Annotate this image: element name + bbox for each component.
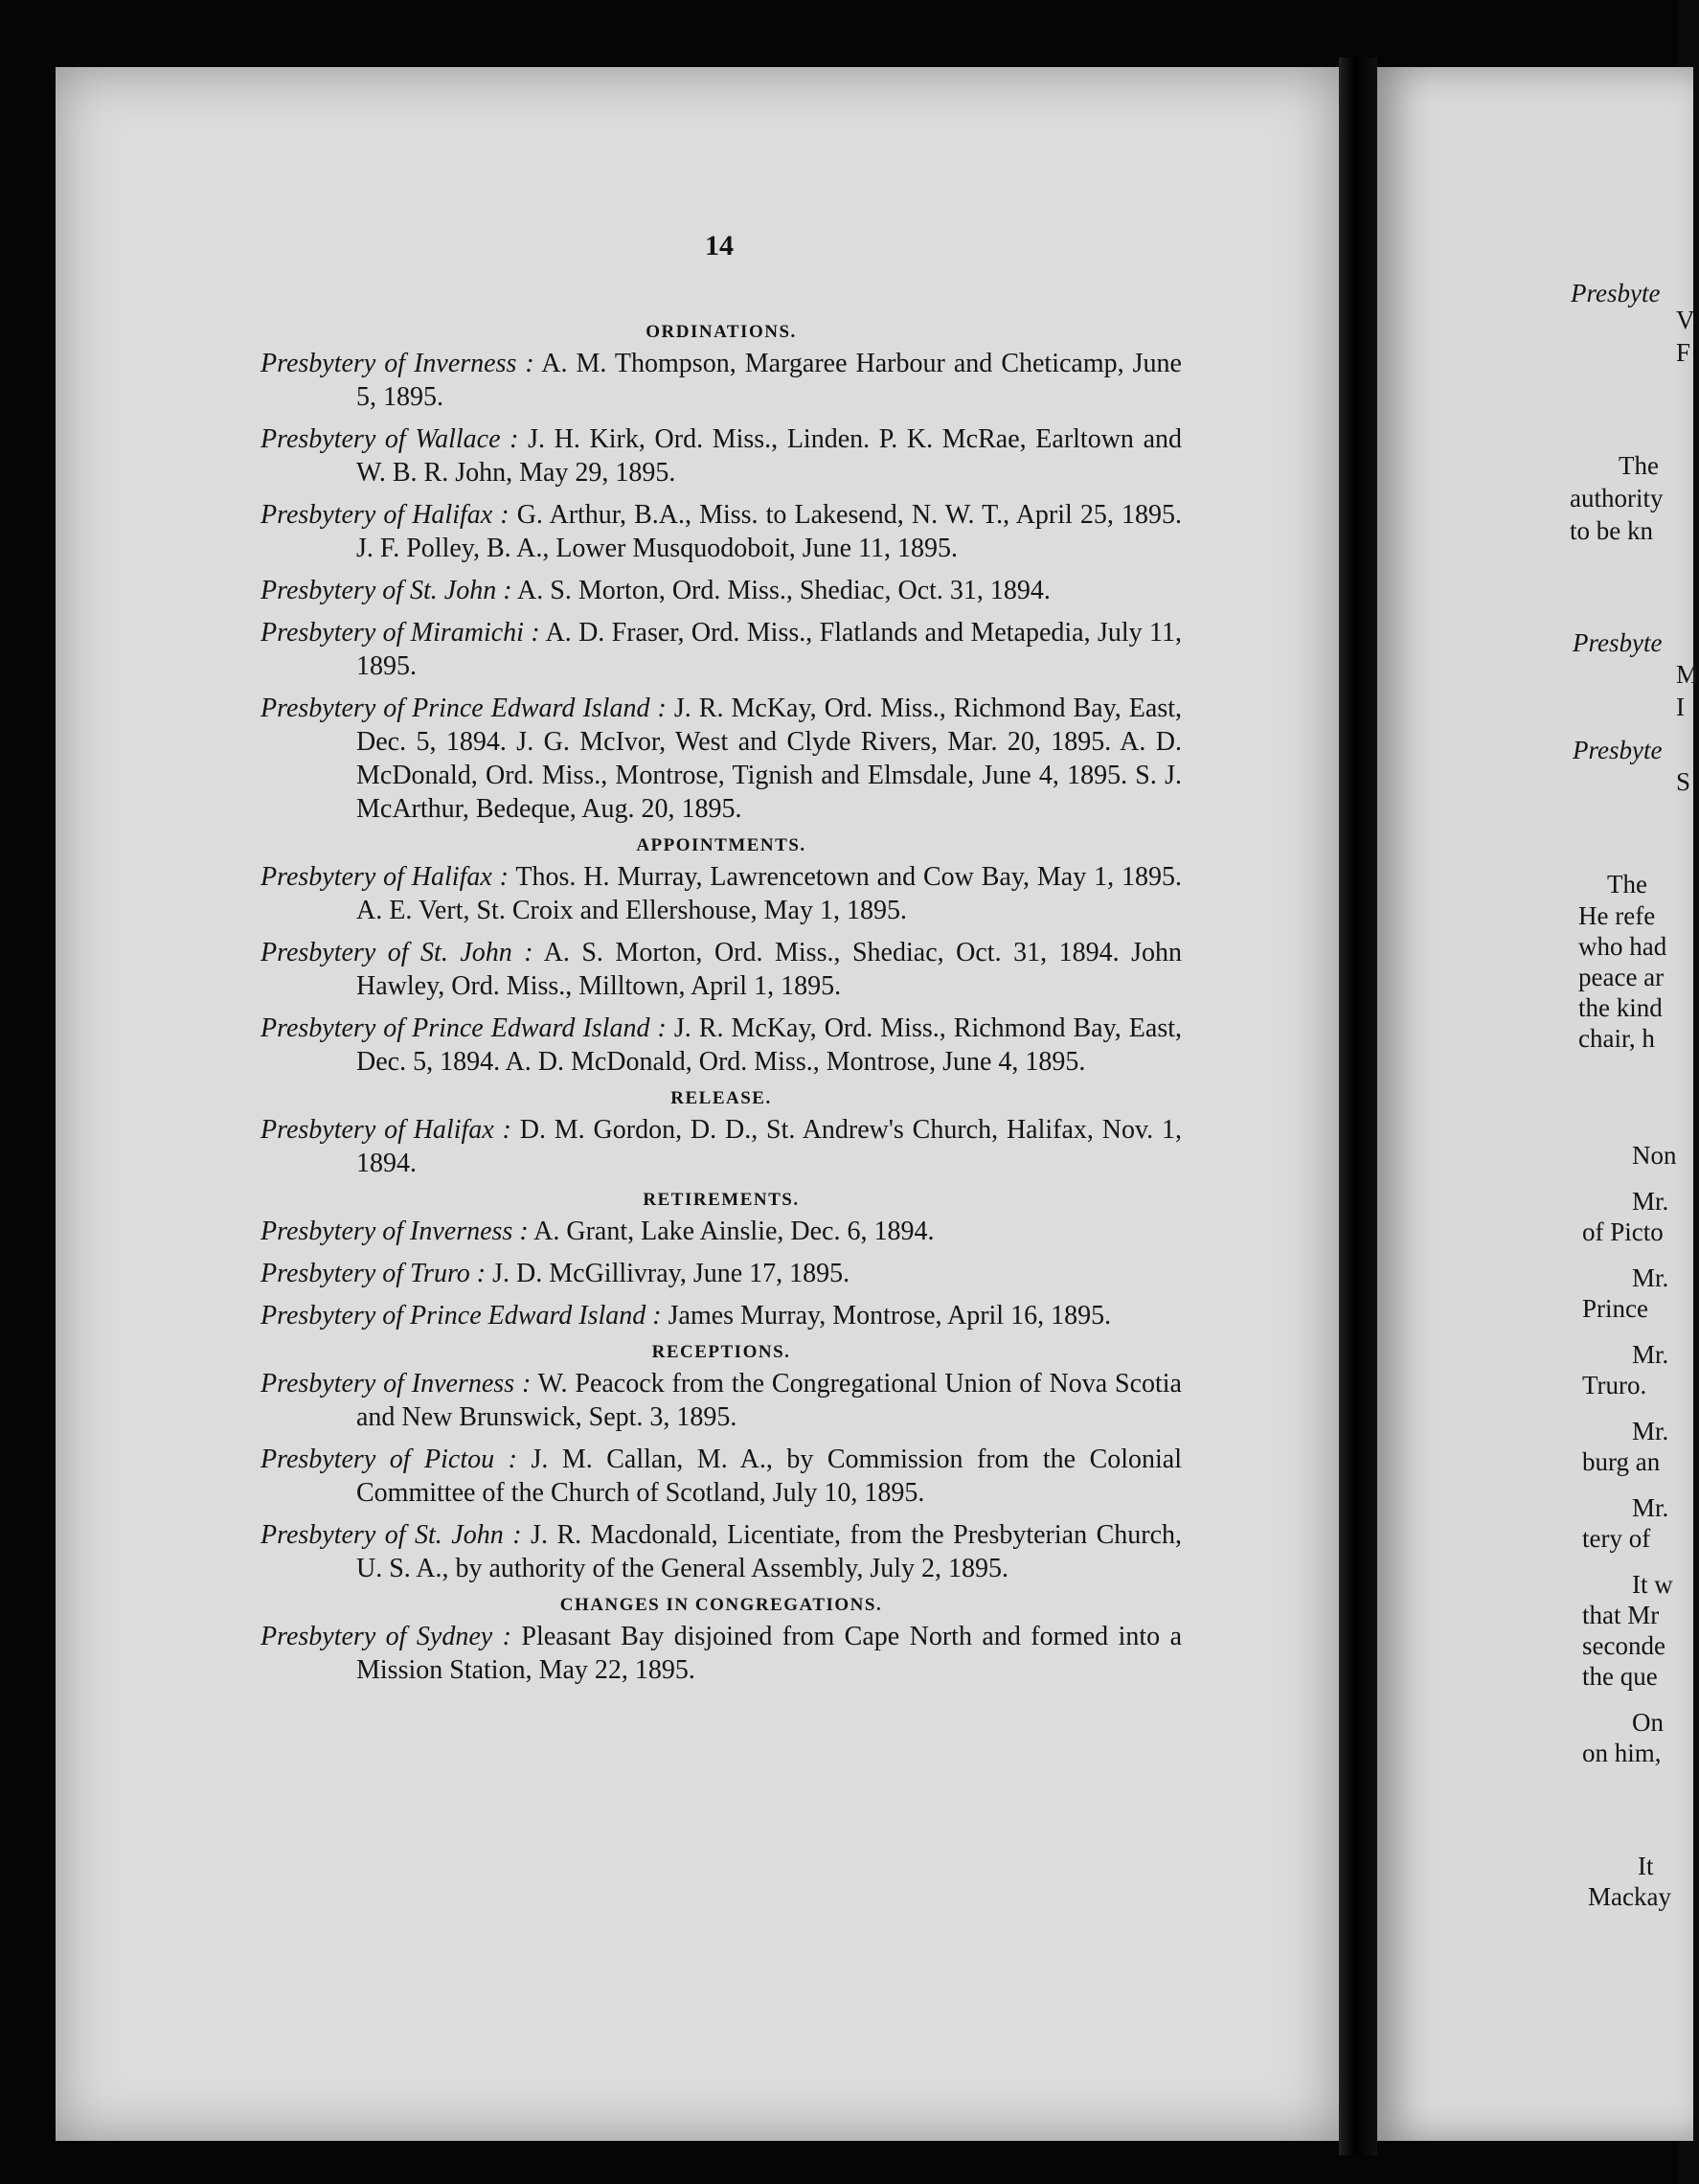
- right-fragment: the kind: [1578, 993, 1663, 1022]
- right-fragment: tery of: [1582, 1524, 1651, 1553]
- entry-text: G. Arthur, B.A., Miss. to Lakesend, N. W. T., April 25, 1895. J. F. Polley, B. A., Lower Musquodoboit, June 11, 1895.: [356, 500, 1182, 563]
- right-fragment: to be kn: [1570, 516, 1653, 545]
- right-fragment: S: [1676, 767, 1691, 796]
- right-fragment: Presbyte: [1571, 279, 1661, 307]
- record-entry: [261, 692, 1182, 826]
- entry-text: W. Peacock from the Congregational Union of Nova Scotia and New Brunswick, Sept. 3, 1895.: [356, 1369, 1182, 1432]
- section-heading: ORDINATIONS.: [646, 322, 797, 342]
- record-entry: [261, 616, 1182, 683]
- presbytery-name: Presbytery of Inverness :: [261, 1369, 532, 1399]
- presbytery-name: Presbytery of Halifax :: [261, 1115, 511, 1145]
- presbytery-name: Presbytery of Sydney :: [261, 1622, 511, 1651]
- record-entry: [261, 347, 1182, 414]
- right-fragment: Presbyte: [1573, 628, 1663, 657]
- record-entry: [261, 1620, 1182, 1687]
- right-fragment: Presbyte: [1573, 736, 1663, 764]
- presbytery-name: Presbytery of Pictou :: [261, 1445, 517, 1474]
- right-fragment: Non: [1632, 1141, 1677, 1170]
- entry-text: A. S. Morton, Ord. Miss., Shediac, Oct. 31, 1894. John Hawley, Ord. Miss., Milltown, April 1, 1895.: [356, 938, 1183, 1001]
- record-entry: [261, 422, 1182, 489]
- presbytery-name: Presbytery of Prince Edward Island :: [261, 1301, 662, 1331]
- entry-text: A. M. Thompson, Margaree Harbour and Cheticamp, June 5, 1895.: [356, 349, 1182, 412]
- presbytery-name: Presbytery of St. John :: [261, 576, 512, 605]
- right-fragment: M: [1676, 660, 1699, 689]
- record-entry: [261, 1518, 1182, 1585]
- section-heading: RELEASE.: [670, 1088, 772, 1108]
- right-fragment: F: [1676, 338, 1691, 367]
- record-entry: [261, 574, 1182, 607]
- record-entry: [261, 1443, 1182, 1510]
- presbytery-name: Presbytery of Wallace :: [261, 424, 519, 454]
- right-page-edge: [1377, 67, 1699, 2141]
- book-gutter: [1339, 57, 1377, 2155]
- entry-text: J. D. McGillivray, June 17, 1895.: [492, 1259, 850, 1288]
- presbytery-name: Presbytery of Halifax :: [261, 862, 509, 892]
- entry-text: A. D. Fraser, Ord. Miss., Flatlands and Metapedia, July 11, 1895.: [356, 618, 1182, 681]
- record-entry: [261, 1215, 1182, 1248]
- entry-text: A. S. Morton, Ord. Miss., Shediac, Oct. 31, 1894.: [517, 576, 1051, 605]
- presbytery-name: Presbytery of Prince Edward Island :: [261, 1013, 667, 1043]
- presbytery-name: Presbytery of Prince Edward Island :: [261, 694, 667, 723]
- entry-text: J. R. Macdonald, Licentiate, from the Presbyterian Church, U. S. A., by authority of the General Assembly, July 2, 1895.: [356, 1520, 1183, 1583]
- right-fragment: Mr.: [1632, 1187, 1669, 1216]
- record-entry: [261, 1257, 1182, 1290]
- right-fragment: Truro.: [1582, 1371, 1647, 1399]
- entry-text: D. M. Gordon, D. D., St. Andrew's Church, Halifax, Nov. 1, 1894.: [356, 1115, 1182, 1178]
- page-number: 14: [705, 230, 734, 262]
- right-fragment: Mr.: [1632, 1417, 1669, 1445]
- right-fragment: On: [1632, 1708, 1664, 1737]
- right-fragment: I: [1676, 693, 1685, 721]
- right-fragment: Mr.: [1632, 1263, 1669, 1292]
- record-entry: [261, 1367, 1182, 1434]
- presbytery-name: Presbytery of St. John :: [261, 938, 533, 967]
- right-fragment: on him,: [1582, 1739, 1662, 1767]
- right-fragment: It w: [1632, 1570, 1673, 1599]
- right-fragment: the que: [1582, 1662, 1658, 1691]
- right-fragment: The: [1607, 870, 1647, 899]
- record-entry: [261, 860, 1182, 927]
- right-fragment: Mackay: [1588, 1882, 1671, 1911]
- record-entry: [261, 1299, 1182, 1332]
- entry-text: J. M. Callan, M. A., by Commission from the Colonial Committee of the Church of Scotland, July 10, 1895.: [356, 1445, 1183, 1508]
- right-fragment: It: [1638, 1852, 1654, 1880]
- right-fragment: authority: [1570, 484, 1664, 512]
- right-fragment: seconde: [1582, 1631, 1665, 1660]
- right-fragment: who had: [1578, 932, 1667, 961]
- entry-text: J. R. McKay, Ord. Miss., Richmond Bay, East, Dec. 5, 1894. J. G. McIvor, West and Clyde Rivers, Mar. 20, 1895. A. D. McDonald, Ord. Miss., Montrose, Tignish and Elmsdale, June 4, 1895. S. J. McArthur, Bedeque, Aug. 20, 1895.: [356, 694, 1183, 824]
- presbytery-name: Presbytery of Inverness :: [261, 349, 534, 378]
- right-fragment: peace ar: [1578, 963, 1665, 991]
- right-fragment: burg an: [1582, 1447, 1661, 1476]
- entry-text: James Murray, Montrose, April 16, 1895.: [668, 1301, 1112, 1331]
- presbytery-name: Presbytery of Miramichi :: [261, 618, 540, 648]
- entry-text: J. H. Kirk, Ord. Miss., Linden. P. K. McRae, Earltown and W. B. R. John, May 29, 1895.: [356, 424, 1183, 488]
- presbytery-name: Presbytery of Inverness :: [261, 1217, 529, 1246]
- entry-text: Thos. H. Murray, Lawrencetown and Cow Bay, May 1, 1895. A. E. Vert, St. Croix and Ellershouse, May 1, 1895.: [356, 862, 1182, 925]
- section-heading: APPOINTMENTS.: [636, 835, 806, 855]
- section-heading: RECEPTIONS.: [651, 1342, 791, 1362]
- presbytery-name: Presbytery of Truro :: [261, 1259, 487, 1288]
- right-fragment: Mr.: [1632, 1340, 1669, 1369]
- right-fragment: chair, h: [1578, 1024, 1655, 1053]
- section-heading: CHANGES IN CONGREGATIONS.: [559, 1595, 883, 1615]
- right-fragment: Prince: [1582, 1294, 1648, 1323]
- entry-text: J. R. McKay, Ord. Miss., Richmond Bay, East, Dec. 5, 1894. A. D. McDonald, Ord. Miss., Montrose, June 4, 1895.: [356, 1013, 1183, 1077]
- record-entry: [261, 1012, 1182, 1079]
- record-entry: [261, 1113, 1182, 1180]
- record-entry: [261, 498, 1182, 565]
- right-fragment: The: [1619, 451, 1659, 480]
- entry-text: Pleasant Bay disjoined from Cape North and formed into a Mission Station, May 22, 1895.: [356, 1622, 1182, 1685]
- entry-text: A. Grant, Lake Ainslie, Dec. 6, 1894.: [533, 1217, 935, 1246]
- right-fragment: Mr.: [1632, 1493, 1669, 1522]
- record-entry: [261, 936, 1182, 1003]
- presbytery-name: Presbytery of Halifax :: [261, 500, 510, 530]
- presbytery-name: Presbytery of St. John :: [261, 1520, 522, 1550]
- right-fragment: He refe: [1578, 901, 1656, 930]
- section-heading: RETIREMENTS.: [643, 1190, 800, 1210]
- page-content: [261, 312, 1182, 1695]
- right-fragment: of Picto: [1582, 1217, 1664, 1246]
- right-fragment: that Mr: [1582, 1601, 1660, 1629]
- right-fragment: V: [1676, 306, 1695, 334]
